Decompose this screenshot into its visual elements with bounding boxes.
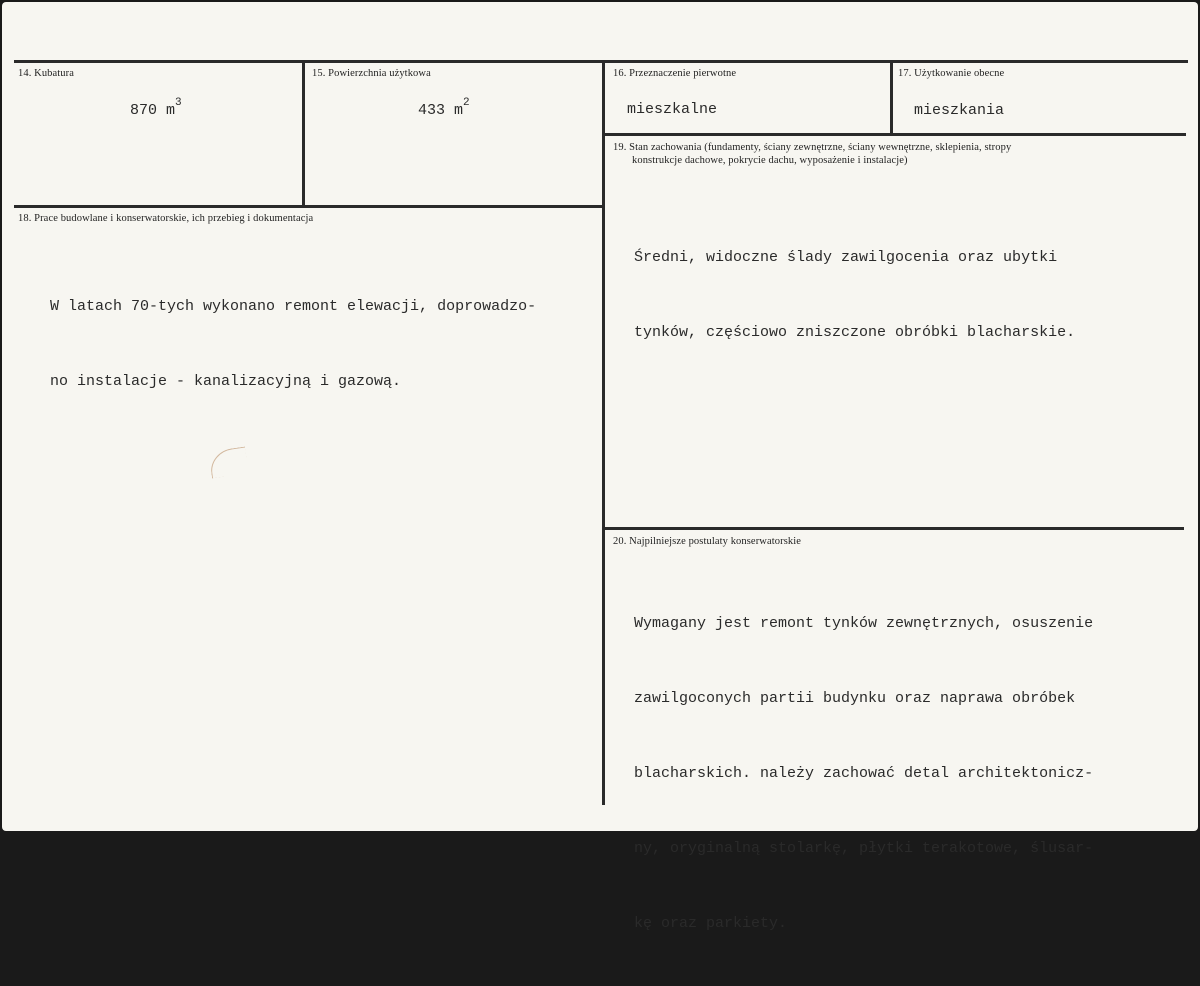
field-16-value: mieszkalne xyxy=(627,101,718,118)
field-14-exponent: 3 xyxy=(175,97,182,109)
field-19-label xyxy=(613,142,1011,167)
field-19-line: Średni, widoczne ślady zawilgocenia oraz ubytki xyxy=(634,249,1058,266)
field-18-line: no instalacje - kanalizacyjną i gazową. xyxy=(50,373,402,390)
field-20-line: zawilgoconych partii budynku oraz naprawa obróbek xyxy=(634,690,1076,707)
field-16-label: 16. Przeznaczenie pierwotne xyxy=(613,68,737,79)
field-18-label: 18. Prace budowlane i konserwatorskie, ich przebieg i dokumentacja xyxy=(18,213,314,224)
field-15-exponent: 2 xyxy=(463,97,470,109)
field-19-text xyxy=(634,195,1075,395)
rule-above-19 xyxy=(603,133,1186,136)
field-14-value xyxy=(130,97,182,119)
rule-above-20 xyxy=(603,527,1184,530)
field-17-label: 17. Użytkowanie obecne xyxy=(898,68,1005,79)
field-15-value xyxy=(418,97,470,119)
field-18-line: W latach 70-tych wykonano remont elewacji, doprowadzo- xyxy=(50,298,537,315)
divider-16-17 xyxy=(890,62,893,134)
top-rule xyxy=(14,60,1188,63)
field-20-line: ny, oryginalną stolarkę, płytki terakotowe, ślusar- xyxy=(634,840,1094,857)
field-18-text xyxy=(50,244,536,444)
field-20-text xyxy=(634,561,1093,986)
pencil-mark xyxy=(208,447,248,479)
field-17-value: mieszkania xyxy=(914,102,1005,119)
field-19-label-line: 19. Stan zachowania (fundamenty, ściany zewnętrzne, ściany wewnętrzne, sklepienia, stropy xyxy=(613,142,1012,153)
record-card xyxy=(2,2,1198,932)
field-20-line: Wymagany jest remont tynków zewnętrznych, osuszenie xyxy=(634,615,1094,632)
field-19-label-line: konstrukcje dachowe, pokrycie dachu, wyposażenie i instalacje) xyxy=(632,154,908,166)
field-20-line: kę oraz parkiety. xyxy=(634,915,788,932)
divider-14-15 xyxy=(302,62,305,205)
field-19-line: tynków, częściowo zniszczone obróbki blacharskie. xyxy=(634,324,1076,341)
field-14-number: 870 m xyxy=(130,102,176,119)
field-14-label: 14. Kubatura xyxy=(18,68,75,79)
field-15-number: 433 m xyxy=(418,102,464,119)
field-20-line: blacharskich. należy zachować detal architektonicz- xyxy=(634,765,1094,782)
rule-above-18 xyxy=(14,205,603,208)
field-15-label: 15. Powierzchnia użytkowa xyxy=(312,68,431,79)
field-20-label: 20. Najpilniejsze postulaty konserwatorskie xyxy=(613,536,802,547)
center-divider xyxy=(602,62,605,805)
